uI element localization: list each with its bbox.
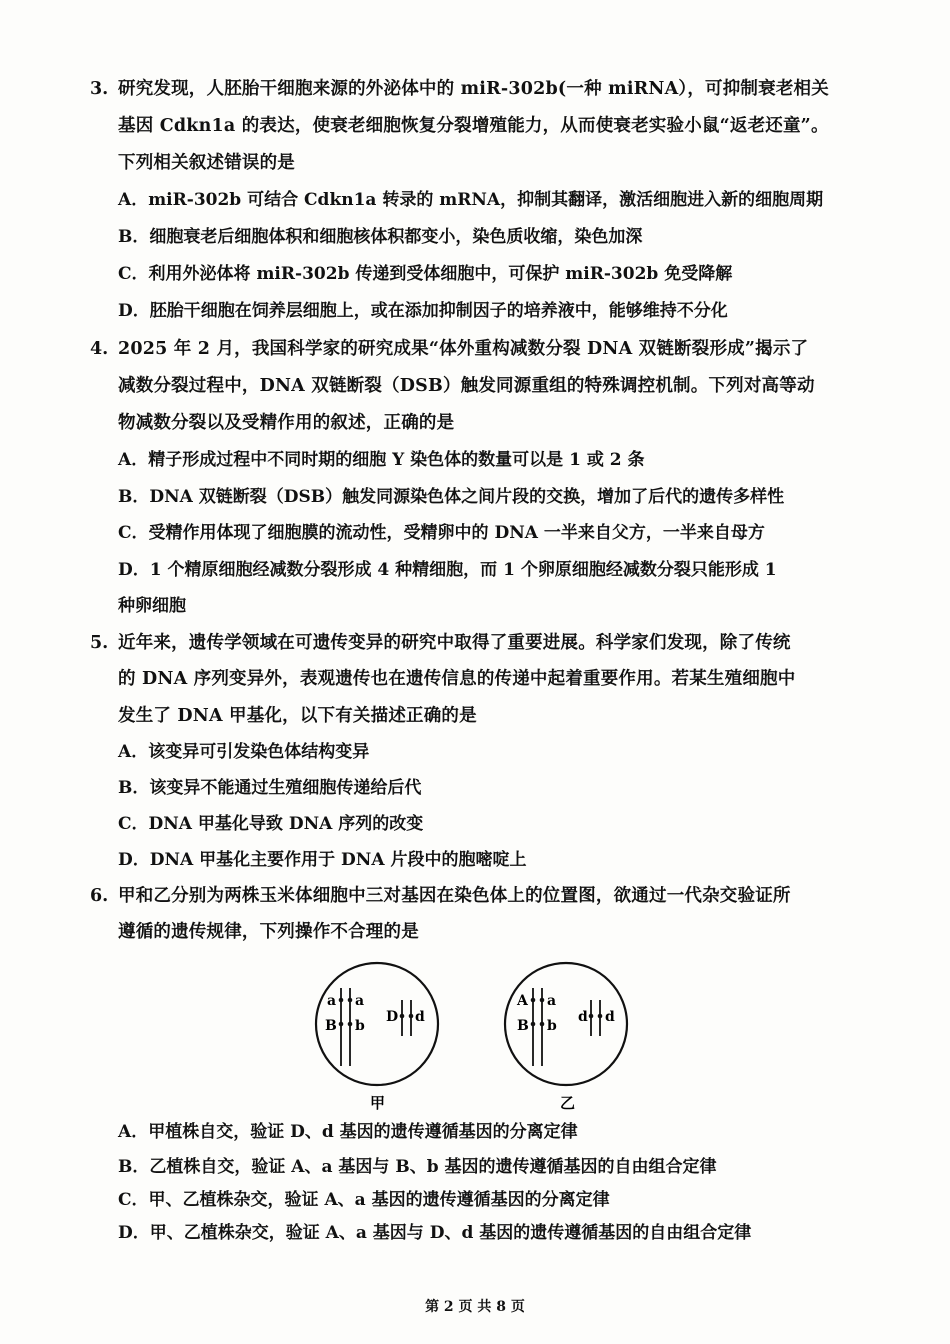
question-stem-line: 甲和乙分别为两株玉米体细胞中三对基因在染色体上的位置图，欲通过一代杂交验证所: [118, 886, 791, 906]
question-stem-line: 研究发现，人胚胎干细胞来源的外泌体中的 miR-302b(一种 miRNA），可抑制衰老相关: [118, 79, 829, 99]
option-b: B．乙植株自交，验证 A、a 基因与 B、b 基因的遗传遵循基因的自由组合定律: [118, 1157, 717, 1177]
gene-label: B: [325, 1018, 337, 1034]
cell-caption: 甲: [370, 1094, 386, 1112]
cell-caption: 乙: [560, 1094, 576, 1112]
gene-label: a: [327, 993, 337, 1009]
option-d: D．DNA 甲基化主要作用于 DNA 片段中的胞嘧啶上: [118, 850, 527, 870]
question-number: 6.: [90, 886, 109, 906]
option-c: C．甲、乙植株杂交，验证 A、a 基因的遗传遵循基因的分离定律: [118, 1190, 610, 1210]
question-stem-line: 近年来，遗传学领域在可遗传变异的研究中取得了重要进展。科学家们发现，除了传统: [118, 633, 791, 653]
question-stem-line: 减数分裂过程中，DNA 双链断裂（DSB）触发同源重组的特殊调控机制。下列对高等动: [118, 376, 815, 396]
gene-label: d: [578, 1009, 588, 1025]
gene-label: a: [355, 993, 365, 1009]
question-stem-line: 发生了 DNA 甲基化，以下有关描述正确的是: [118, 706, 477, 726]
question-stem-line: 遵循的遗传规律，下列操作不合理的是: [118, 922, 419, 942]
cell-jia: [316, 963, 438, 1112]
page-footer: 第 2 页 共 8 页: [425, 1299, 525, 1315]
option-a: A．精子形成过程中不同时期的细胞 Y 染色体的数量可以是 1 或 2 条: [118, 450, 645, 470]
option-d: D．甲、乙植株杂交，验证 A、a 基因与 D、d 基因的遗传遵循基因的自由组合定律: [118, 1223, 752, 1243]
gene-label: b: [547, 1018, 557, 1034]
option-b: B．细胞衰老后细胞体积和细胞核体积都变小，染色质收缩，染色加深: [118, 227, 643, 247]
gene-label: b: [355, 1018, 365, 1034]
gene-label: B: [517, 1018, 529, 1034]
option-d-continued: 种卵细胞: [118, 596, 186, 616]
gene-label: D: [386, 1009, 399, 1025]
option-b: B．DNA 双链断裂（DSB）触发同源染色体之间片段的交换，增加了后代的遗传多样性: [118, 487, 785, 507]
question-stem-line: 物减数分裂以及受精作用的叙述，正确的是: [118, 413, 455, 433]
option-c: C．受精作用体现了细胞膜的流动性，受精卵中的 DNA 一半来自父方，一半来自母方: [118, 523, 765, 543]
option-a: A．甲植株自交，验证 D、d 基因的遗传遵循基因的分离定律: [118, 1122, 578, 1142]
option-c: C．利用外泌体将 miR-302b 传递到受体细胞中，可保护 miR-302b 免受降解: [118, 264, 733, 284]
question-number: 4.: [90, 339, 109, 359]
question-number: 3.: [90, 79, 109, 99]
question-stem-line: 2025 年 2 月，我国科学家的研究成果“体外重构减数分裂 DNA 双链断裂形成”揭示了: [118, 339, 809, 359]
option-a: A．该变异可引发染色体结构变异: [118, 742, 370, 762]
option-b: B．该变异不能通过生殖细胞传递给后代: [118, 778, 422, 798]
question-stem-line: 下列相关叙述错误的是: [118, 153, 295, 173]
chromosome-figure: [310, 950, 650, 1115]
question-stem-line: 的 DNA 序列变异外，表观遗传也在遗传信息的传递中起着重要作用。若某生殖细胞中: [118, 669, 796, 689]
gene-label: a: [547, 993, 557, 1009]
question-number: 5.: [90, 633, 109, 653]
option-d: D．1 个精原细胞经减数分裂形成 4 种精细胞，而 1 个卵原细胞经减数分裂只能形成 1: [118, 560, 777, 580]
gene-label: d: [415, 1009, 425, 1025]
question-stem-line: 基因 Cdkn1a 的表达，使衰老细胞恢复分裂增殖能力，从而使衰老实验小鼠“返老还童”。: [118, 116, 829, 136]
cell-yi: [505, 963, 627, 1112]
option-d: D．胚胎干细胞在饲养层细胞上，或在添加抑制因子的培养液中，能够维持不分化: [118, 301, 728, 321]
gene-label: d: [605, 1009, 615, 1025]
gene-label: A: [517, 993, 528, 1009]
option-a: A．miR-302b 可结合 Cdkn1a 转录的 mRNA，抑制其翻译，激活细胞进入新的细胞周期: [118, 190, 824, 210]
option-c: C．DNA 甲基化导致 DNA 序列的改变: [118, 814, 424, 834]
